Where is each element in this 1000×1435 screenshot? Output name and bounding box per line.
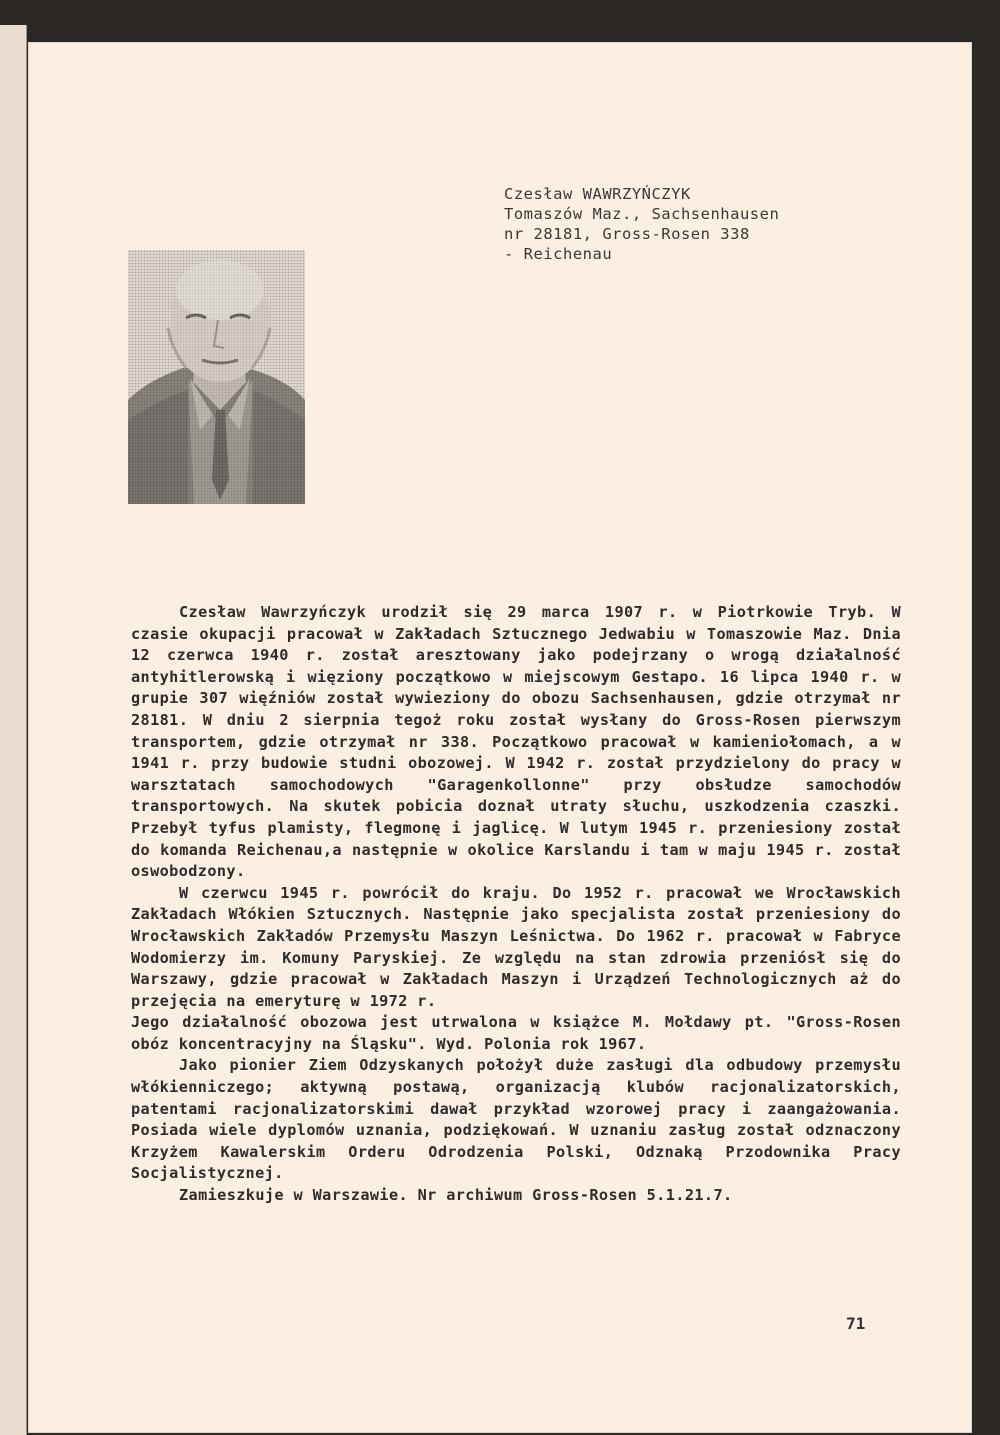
paragraph-awards: Jako pionier Ziem Odzyskanych położył duże zasługi dla odbudowy przemysłu włókienniczego; aktywną postawą, organizacją klubów racjonalizatorskich, patentami racjonalizatorskimi dawał przykład wzorowej pracy i zaangażowania. Posiada wiele dyplomów uznania, podziękowań. W uznaniu zasług został odznaczony Krzyżem Kawalerskim Orderu Odrodzenia Polski, Odznaką Przodownika Pracy Socjalistycznej. — [131, 1056, 901, 1183]
page-number: 71 — [846, 1314, 866, 1333]
header-numbers: nr 28181, Gross-Rosen 338 — [504, 225, 750, 243]
document-page — [28, 42, 972, 1433]
header-name: Czesław WAWRZYŃCZYK — [504, 185, 691, 203]
paragraph-book-reference: Jego działalność obozowa jest utrwalona w książce M. Mołdawy pt. "Gross-Rosen obóz koncentracyjny na Śląsku". Wyd. Polonia rok 1967. — [131, 1013, 901, 1053]
biography-header — [504, 184, 944, 264]
paragraph-postwar-work: W czerwcu 1945 r. powrócił do kraju. Do 1952 r. pracował we Wrocławskich Zakładach Włókien Sztucznych. Następnie jako specjalista został przeniesiony do Wrocławskich Zakładów Przemysłu Maszyn Leśnictwa. Do 1962 r. pracował w Fabryce Wodomierzy im. Komuny Paryskiej. Ze względu na stan zdrowia przeniósł się do Warszawy, gdzie pracował w Zakładach Maszyn i Urządzeń Technologicznych aż do przejęcia na emeryturę w 1972 r. — [131, 883, 901, 1010]
header-place-camps: Tomaszów Maz., Sachsenhausen — [504, 205, 780, 223]
header-reichenau: - Reichenau — [504, 245, 613, 263]
biography-text — [131, 602, 901, 1207]
book-spine-edge — [0, 25, 27, 1435]
paragraph-residence-archive: Zamieszkuje w Warszawie. Nr archiwum Gross-Rosen 5.1.21.7. — [179, 1186, 733, 1205]
portrait-photo — [128, 250, 305, 504]
background-edge — [972, 42, 1000, 1433]
paragraph-biography-camps: Czesław Wawrzyńczyk urodził się 29 marca 1907 r. w Piotrkowie Tryb. W czasie okupacji pracował w Zakładach Sztucznego Jedwabiu w Tomaszowie Maz. Dnia 12 czerwca 1940 r. został aresztowany jako podejrzany o wrogą działalność antyhitlerowską i więziony początkowo w miejscowym Gestapo. 16 lipca 1940 r. w grupie 307 więźniów został wywieziony do obozu Sachsenhausen, gdzie otrzymał nr 28181. W dniu 2 sierpnia tegoż roku został wysłany do Gross-Rosen pierwszym transportem, gdzie otrzymał nr 338. Początkowo pracował w kamieniołomach, a w 1941 r. przy budowie studni obozowej. W 1942 r. został przydzielony do pracy w warsztatach samochodowych "Garagenkollonne" przy obsłudze samochodów transportowych. Na skutek pobicia doznał utraty słuchu, uszkodzenia czaszki. Przebył tyfus plamisty, flegmonę i jaglicę. W lutym 1945 r. przeniesiony został do komanda Reichenau,a następnie w okolice Karslandu i tam w maju 1945 r. został oswobodzony. — [131, 603, 901, 881]
